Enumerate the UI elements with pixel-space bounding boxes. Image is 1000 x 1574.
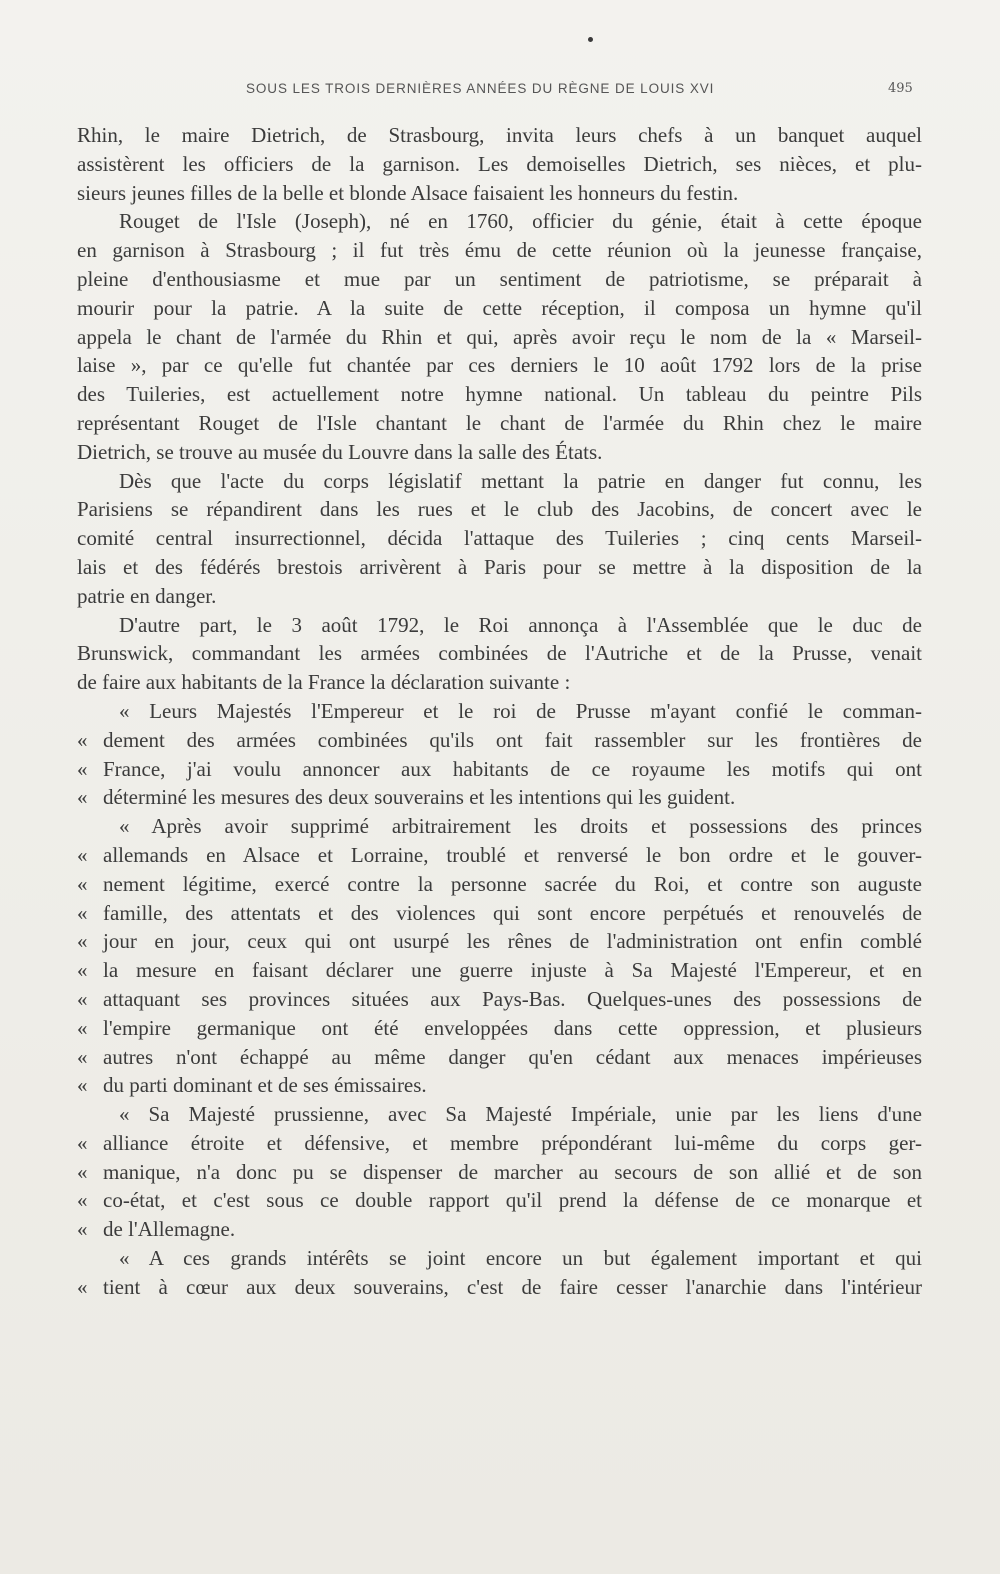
quote-text: l'empire germanique ont été enveloppées dans cette oppression, et plusieurs bbox=[103, 1015, 922, 1040]
quote-text: nement légitime, exercé contre la personne sacrée du Roi, et contre son auguste bbox=[103, 871, 922, 896]
quote-mark: « bbox=[77, 1159, 88, 1184]
body-text bbox=[77, 121, 922, 1302]
quote-text: la mesure en faisant déclarer une guerre injuste à Sa Majesté l'Empereur, et en bbox=[103, 958, 922, 983]
quote-line bbox=[77, 1129, 922, 1158]
quote-text: tient à cœur aux deux souverains, c'est de faire cesser l'anarchie dans l'intérieur bbox=[103, 1274, 922, 1299]
quote-text: alliance étroite et défensive, et membre prépondérant lui-même du corps ger- bbox=[103, 1130, 922, 1155]
quote-mark: « bbox=[77, 1015, 88, 1040]
quote-text: déterminé les mesures des deux souverains et les intentions qui les guident. bbox=[103, 785, 736, 810]
text-line: Dietrich, se trouve au musée du Louvre dans la salle des États. bbox=[77, 439, 603, 464]
text-line: lais et des fédérés brestois arrivèrent à Paris pour se mettre à la disposition de la bbox=[77, 554, 922, 579]
quote-line bbox=[77, 726, 922, 755]
quote-mark: « bbox=[77, 1044, 88, 1069]
quote-line bbox=[77, 1071, 922, 1100]
text-line: mourir pour la patrie. A la suite de cette réception, il composa un hymne qu'il bbox=[77, 295, 922, 320]
quote-text: co-état, et c'est sous ce double rapport qu'il prend la défense de ce monarque et bbox=[103, 1188, 922, 1213]
quote-line bbox=[77, 1273, 922, 1302]
quote-text: manique, n'a donc pu se dispenser de marcher au secours de son allié et de son bbox=[103, 1159, 922, 1184]
quote-text: dement des armées combinées qu'ils ont fait rassembler sur les frontières de bbox=[103, 727, 922, 752]
quote-line: « Après avoir supprimé arbitrairement les droits et possessions des princes bbox=[119, 814, 922, 839]
text-line: en garnison à Strasbourg ; il fut très ému de cette réunion où la jeunesse française, bbox=[77, 238, 922, 263]
text-line: D'autre part, le 3 août 1792, le Roi annonça à l'Assemblée que le duc de bbox=[119, 612, 922, 637]
quote-mark: « bbox=[77, 1217, 88, 1242]
quote-mark: « bbox=[77, 929, 88, 954]
quote-mark: « bbox=[77, 1073, 88, 1098]
quote-line bbox=[77, 783, 922, 812]
quote-mark: « bbox=[77, 1130, 88, 1155]
text-line: comité central insurrectionnel, décida l'attaque des Tuileries ; cinq cents Marseil- bbox=[77, 526, 922, 551]
quote-line bbox=[77, 841, 922, 870]
quote-text: autres n'ont échappé au même danger qu'en cédant aux menaces impérieuses bbox=[103, 1044, 922, 1069]
quote-line bbox=[77, 1014, 922, 1043]
quote-text: France, j'ai voulu annoncer aux habitants de ce royaume les motifs qui ont bbox=[103, 756, 922, 781]
quote-line bbox=[77, 870, 922, 899]
text-line: des Tuileries, est actuellement notre hymne national. Un tableau du peintre Pils bbox=[77, 382, 922, 407]
running-title: SOUS LES TROIS DERNIÈRES ANNÉES DU RÈGNE DE LOUIS XVI bbox=[246, 81, 715, 96]
quote-mark: « bbox=[77, 986, 88, 1011]
quote-line bbox=[77, 899, 922, 928]
quote-line bbox=[77, 1043, 922, 1072]
text-line: sieurs jeunes filles de la belle et blonde Alsace faisaient les honneurs du festin. bbox=[77, 180, 739, 205]
quote-line bbox=[77, 1186, 922, 1215]
quote-line bbox=[77, 755, 922, 784]
quote-line: « Leurs Majestés l'Empereur et le roi de Prusse m'ayant confié le comman- bbox=[119, 698, 922, 723]
quote-mark: « bbox=[77, 1274, 88, 1299]
text-line: assistèrent les officiers de la garnison. Les demoiselles Dietrich, ses nièces, et plu- bbox=[77, 151, 922, 176]
quote-mark: « bbox=[77, 727, 88, 752]
text-line: Parisiens se répandirent dans les rues et le club des Jacobins, de concert avec le bbox=[77, 497, 922, 522]
text-line: pleine d'enthousiasme et mue par un sentiment de patriotisme, se préparait à bbox=[77, 266, 922, 291]
quote-mark: « bbox=[77, 785, 88, 810]
quote-mark: « bbox=[77, 756, 88, 781]
text-line: de faire aux habitants de la France la déclaration suivante : bbox=[77, 670, 571, 695]
page-number: 495 bbox=[888, 81, 913, 96]
quote-text: de l'Allemagne. bbox=[103, 1217, 236, 1242]
quote-line bbox=[77, 927, 922, 956]
text-line: Rhin, le maire Dietrich, de Strasbourg, invita leurs chefs à un banquet auquel bbox=[77, 123, 922, 147]
quote-mark: « bbox=[77, 842, 88, 867]
quote-line: « Sa Majesté prussienne, avec Sa Majesté Impériale, unie par les liens d'une bbox=[119, 1102, 922, 1127]
text-line: représentant Rouget de l'Isle chantant le chant de l'armée du Rhin chez le maire bbox=[77, 410, 922, 435]
text-line: patrie en danger. bbox=[77, 583, 217, 608]
quote-mark: « bbox=[77, 1188, 88, 1213]
quote-mark: « bbox=[77, 871, 88, 896]
text-line: Dès que l'acte du corps législatif mettant la patrie en danger fut connu, les bbox=[119, 468, 922, 493]
quote-line bbox=[77, 1158, 922, 1187]
quote-text: du parti dominant et de ses émissaires. bbox=[103, 1073, 427, 1098]
quote-mark: « bbox=[77, 900, 88, 925]
quote-line bbox=[77, 1215, 922, 1244]
quote-text: allemands en Alsace et Lorraine, troublé et renversé le bon ordre et le gouver- bbox=[103, 842, 922, 867]
quote-mark: « bbox=[77, 958, 88, 983]
quote-text: attaquant ses provinces situées aux Pays-Bas. Quelques-unes des possessions de bbox=[103, 986, 922, 1011]
text-line: appela le chant de l'armée du Rhin et qui, après avoir reçu le nom de la « Marseil- bbox=[77, 324, 922, 349]
ink-dot bbox=[588, 37, 593, 42]
quote-line bbox=[77, 985, 922, 1014]
quote-line: « A ces grands intérêts se joint encore un but également important et qui bbox=[119, 1246, 922, 1271]
text-line: laise », par ce qu'elle fut chantée par ces derniers le 10 août 1792 lors de la prise bbox=[77, 353, 922, 378]
quote-text: jour en jour, ceux qui ont usurpé les rênes de l'administration ont enfin comblé bbox=[103, 929, 922, 954]
text-line: Rouget de l'Isle (Joseph), né en 1760, officier du génie, était à cette époque bbox=[119, 209, 922, 234]
text-line: Brunswick, commandant les armées combinées de l'Autriche et de la Prusse, venait bbox=[77, 641, 922, 666]
quote-line bbox=[77, 956, 922, 985]
quote-text: famille, des attentats et des violences qui sont encore perpétués et renouvelés de bbox=[103, 900, 922, 925]
